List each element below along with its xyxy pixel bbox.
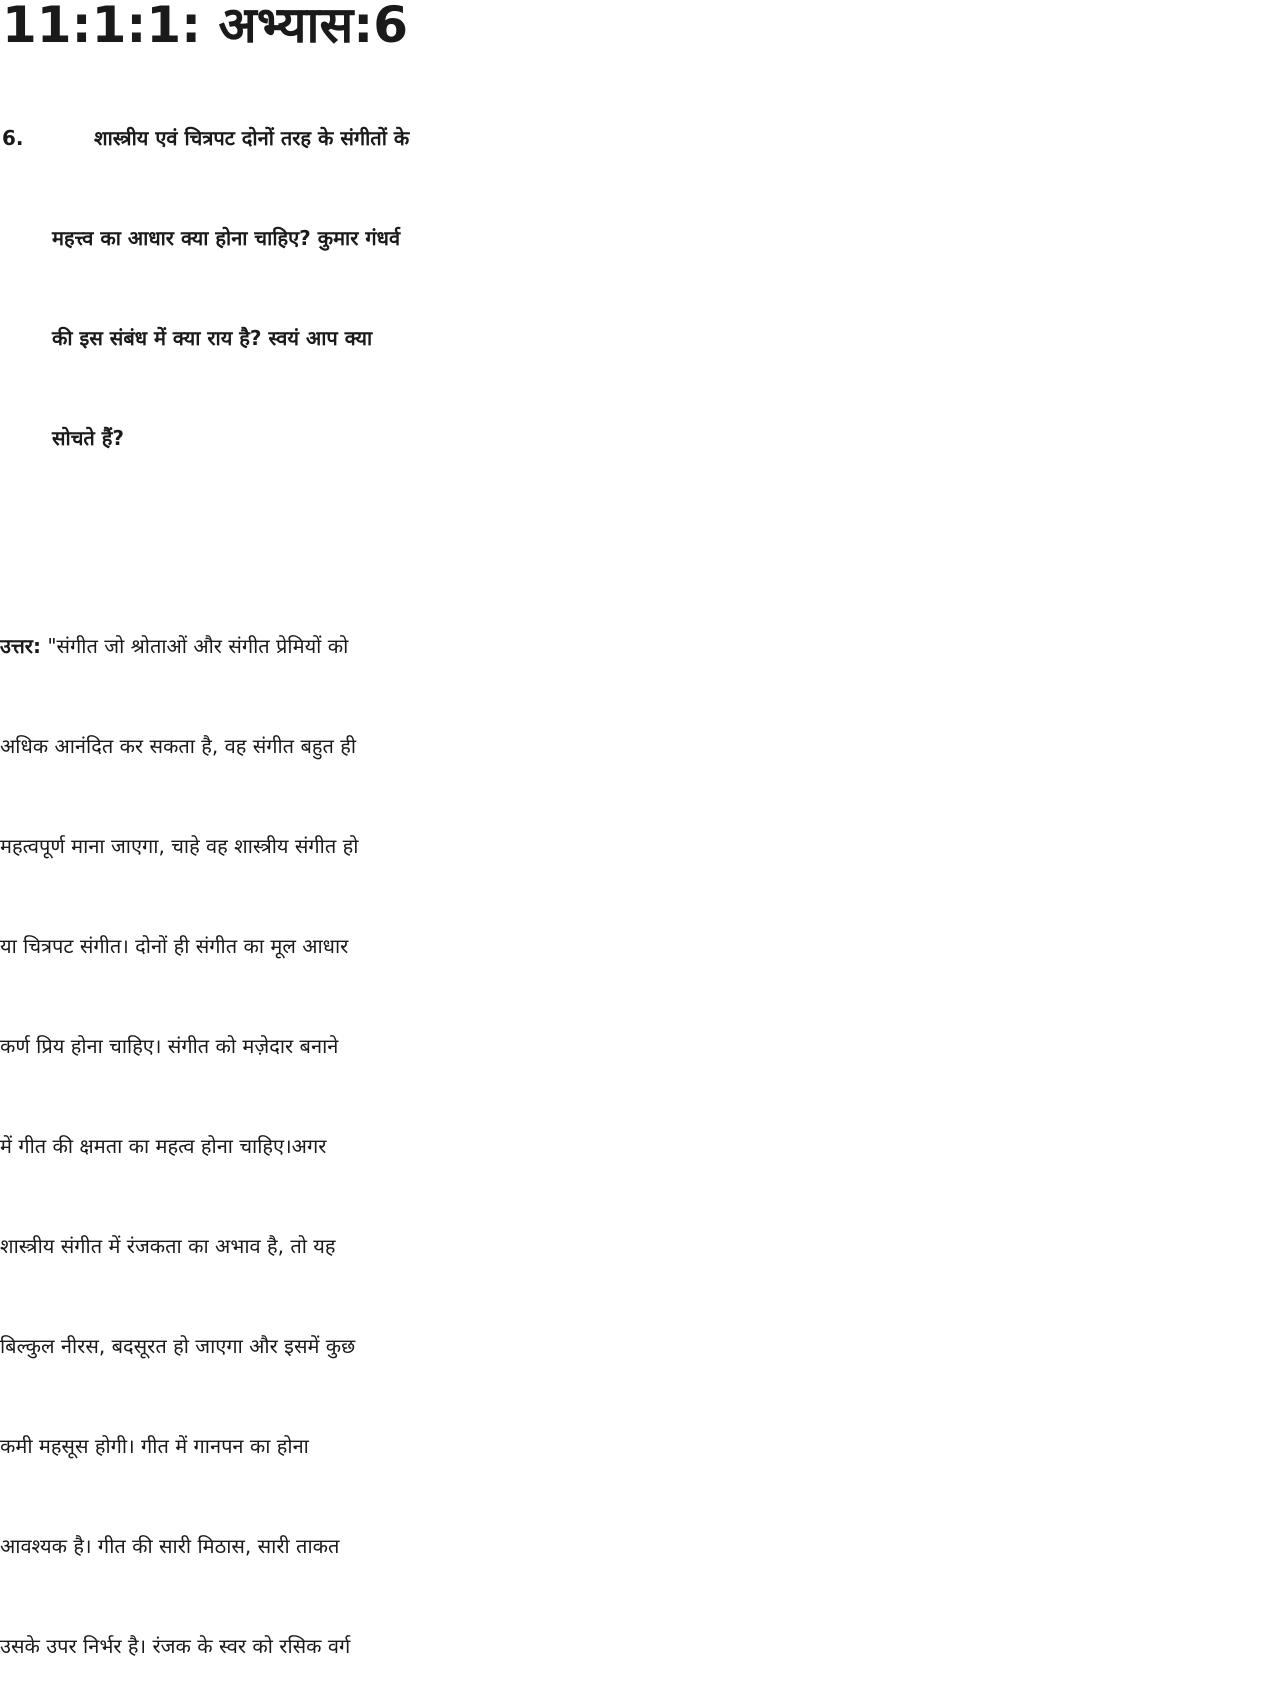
answer-line-5: कर्ण प्रिय होना चाहिए। संगीत को मज़ेदार बनाने	[0, 1034, 339, 1058]
answer-line-10: आवश्यक है। गीत की सारी मिठास, सारी ताकत	[0, 1534, 340, 1558]
question-block	[2, 88, 1277, 488]
answer-line-6: में गीत की क्षमता का महत्व होना चाहिए।अगर	[0, 1134, 327, 1158]
answer-line-3: महत्वपूर्ण माना जाएगा, चाहे वह शास्त्रीय संगीत हो	[0, 834, 359, 858]
exercise-heading: 11:1:1: अभ्यास:6	[2, 0, 409, 54]
question-line-1	[2, 88, 1277, 188]
answer-line-2: अधिक आनंदित कर सकता है, वह संगीत बहुत ही	[0, 734, 357, 758]
question-line-3: की इस संबंध में क्या राय है? स्वयं आप क्या	[52, 326, 373, 350]
question-text-1: शास्त्रीय एवं चित्रपट दोनों तरह के संगीतों के	[94, 126, 410, 150]
question-number: 6.	[2, 126, 24, 150]
answer-label: उत्तर:	[0, 634, 41, 658]
question-line-4: सोचते हैं?	[52, 426, 124, 450]
question-line-2: महत्त्व का आधार क्या होना चाहिए? कुमार गंधर्व	[52, 226, 401, 250]
answer-line-4: या चित्रपट संगीत। दोनों ही संगीत का मूल आधार	[0, 934, 349, 958]
answer-text-1: "संगीत जो श्रोताओं और संगीत प्रेमियों को	[40, 634, 349, 658]
answer-line-9: कमी महसूस होगी। गीत में गानपन का होना	[0, 1434, 309, 1458]
answer-line-7: शास्त्रीय संगीत में रंजकता का अभाव है, तो यह	[0, 1234, 336, 1258]
answer-line-8: बिल्कुल नीरस, बदसूरत हो जाएगा और इसमें कुछ	[0, 1334, 356, 1358]
answer-line-11: उसके उपर निर्भर है। रंजक के स्वर को रसिक वर्ग	[0, 1634, 351, 1658]
answer-block	[0, 596, 1281, 1696]
answer-line-1	[0, 596, 1281, 696]
